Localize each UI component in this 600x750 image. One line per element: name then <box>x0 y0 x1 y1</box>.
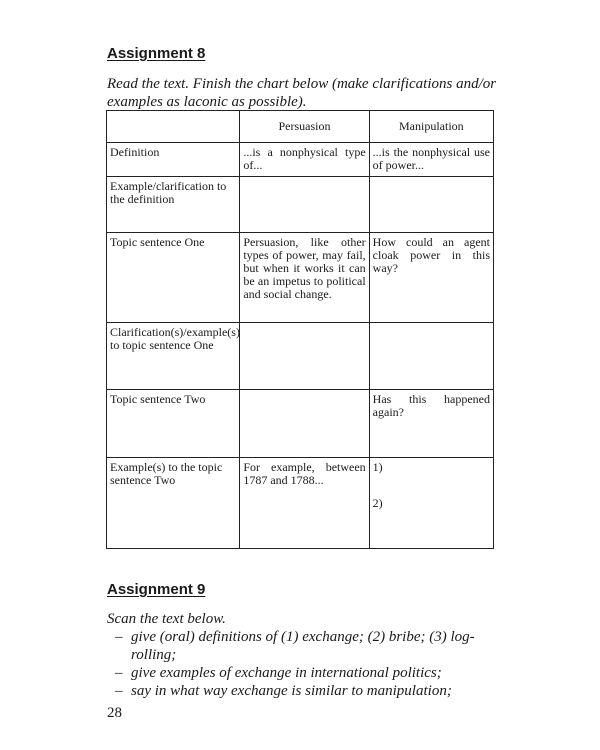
header-cell-empty <box>107 111 240 143</box>
list-item <box>115 682 505 700</box>
table-row <box>107 233 494 323</box>
task-text: give examples of exchange in international politics; <box>131 665 442 681</box>
row-label: Clarification(s)/example(s) to topic sentence One <box>107 323 240 390</box>
persuasion-cell: ...is a nonphysical type of... <box>240 143 369 177</box>
persuasion-cell <box>240 177 369 233</box>
dash-marker: – <box>115 683 123 699</box>
list-item <box>115 664 505 682</box>
assignment-9-instruction: Scan the text below. <box>107 611 226 627</box>
list-item <box>115 628 505 664</box>
task-text: say in what way exchange is similar to manipulation; <box>131 683 452 699</box>
row-label: Definition <box>107 143 240 177</box>
manipulation-cell: Has this happened again? <box>369 390 493 458</box>
assignment-8-heading: Assignment 8 <box>107 45 206 62</box>
manipulation-item-1: 1) <box>372 460 383 474</box>
header-cell-manipulation: Manipulation <box>369 111 493 143</box>
task-text: give (oral) definitions of (1) exchange; (2) bribe; (3) log-rolling; <box>131 629 475 663</box>
assignment-8-instruction: Read the text. Finish the chart below (make clarifications and/or examples as laconic as possible). <box>107 76 497 110</box>
table-row <box>107 323 494 390</box>
table-row <box>107 390 494 458</box>
table-row <box>107 143 494 177</box>
assignment-9-heading: Assignment 9 <box>107 581 206 598</box>
table-header-row <box>107 111 494 143</box>
dash-marker: – <box>115 665 123 681</box>
table-row <box>107 458 494 549</box>
manipulation-cell: How could an agent cloak power in this way? <box>369 233 493 323</box>
manipulation-cell <box>369 323 493 390</box>
chart-table <box>106 110 494 549</box>
row-label: Topic sentence One <box>107 233 240 323</box>
row-label: Example/clarification to the definition <box>107 177 240 233</box>
persuasion-cell <box>240 390 369 458</box>
manipulation-cell: ...is the nonphysical use of power... <box>369 143 493 177</box>
task-list <box>115 628 505 700</box>
persuasion-cell <box>240 323 369 390</box>
row-label: Example(s) to the topic sentence Two <box>107 458 240 549</box>
page-number: 28 <box>107 705 122 721</box>
table-row <box>107 177 494 233</box>
row-label: Topic sentence Two <box>107 390 240 458</box>
manipulation-cell <box>369 458 493 549</box>
persuasion-cell: For example, between 1787 and 1788... <box>240 458 369 549</box>
persuasion-cell: Persuasion, like other types of power, may fail, but when it works it can be an impetus to political and social change. <box>240 233 369 323</box>
dash-marker: – <box>115 629 123 645</box>
manipulation-cell <box>369 177 493 233</box>
manipulation-item-2: 2) <box>372 496 383 510</box>
header-cell-persuasion: Persuasion <box>240 111 369 143</box>
